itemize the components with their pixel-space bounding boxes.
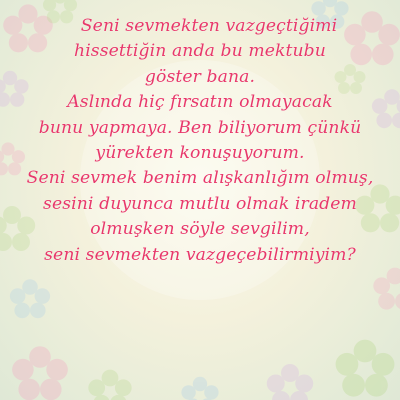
poem-line: bunu yapmaya. Ben biliyorum çünkü (38, 117, 362, 138)
flower-icon (373, 268, 400, 310)
poem-line: yürekten konuşuyorum. (95, 143, 305, 164)
poem-line: Seni sevmekten vazgeçtiğimi (80, 16, 338, 36)
flower-icon (181, 377, 218, 400)
poem-line: seni sevmekten vazgeçebilirmiyim? (44, 244, 356, 265)
poem-line: sesini duyunca mutlu olmak iradem (43, 193, 357, 214)
flower-icon (12, 346, 68, 400)
poem-line: göster bana. (144, 66, 256, 87)
poem-line: Seni sevmek benim alışkanlığım olmuş, (26, 168, 374, 189)
poem-line: olmuşken söyle sevgilim, (90, 219, 310, 240)
flower-icon (88, 370, 131, 400)
flower-icon (267, 364, 314, 400)
poem-text (0, 14, 400, 268)
poem-line: hissettiğin anda bu mektubu (74, 41, 326, 62)
poem-line: Aslında hiç fırsatın olmayacak (67, 92, 333, 113)
flower-icon (336, 340, 395, 397)
flower-icon (10, 279, 50, 318)
